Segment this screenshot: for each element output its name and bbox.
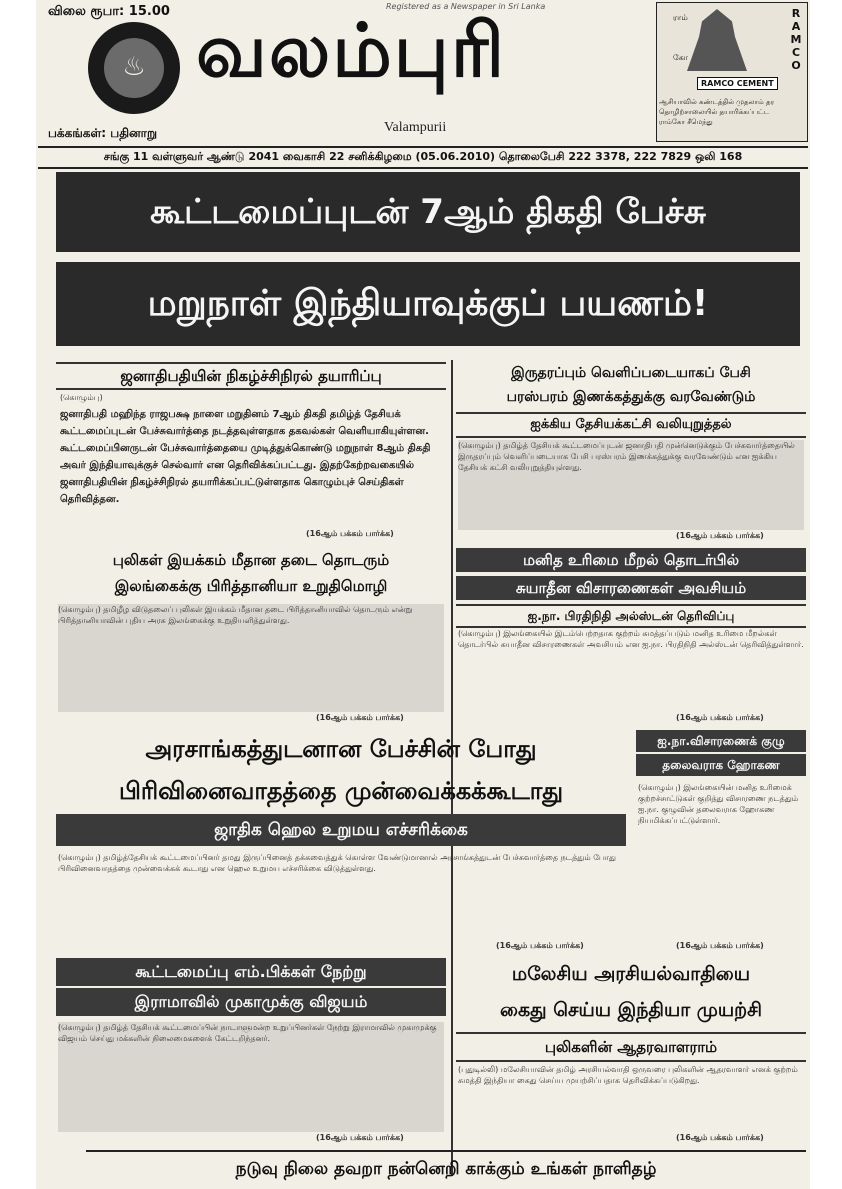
conch-seal-logo: [88, 22, 180, 114]
govt-headline-2: பிரிவினைவாதத்தை முன்வைக்கக்கூடாது: [118, 777, 564, 805]
advert-brand: RAMCO CEMENT: [697, 77, 778, 90]
malaysia-headline-1: மலேசிய அரசியல்வாதியை: [511, 963, 751, 985]
advert-left-top: ராம்: [673, 13, 688, 22]
unpanel-ref: (16ஆம் பக்கம் பார்க்க): [676, 941, 764, 950]
president-body: ஜனாதிபதி மஹிந்த ராஜபக்ஷ நாளை மறுதினம் 7ஆம் திகதி தமிழ்த் தேசியக் கூட்டமைப்புடன் பேச்சுவார்த்தை நடத்தவுள்ளதாக தகவல்கள் வெளியாகியுள்ளன. கூட்டமைப்பினருடன் பேச்சுவார்த்தையை முடித்துக்கொண்டு மறுநாள் 8ஆம் திகதி அவர் இந்தியாவுக்குச் செல்வார் என தெரிவிக்கப்பட்டது. இதற்கேற்றவகையில் ஜனாதிபதியின் நிகழ்ச்சிநிரல் தயாரிக்கப்பட்டுள்ளதாக கொழும்புச் செய்திகள் தெரிவித்தன.: [60, 409, 431, 505]
malaysia-ref: (16ஆம் பக்கம் பார்க்க): [676, 1133, 764, 1142]
unp-body: (கொழும்பு) தமிழ்த் தேசியக் கூட்டமைப்புடன் ஜனாதிபதி முன்னெடுக்கும் பேச்சுவார்த்தையில் இருதரப்பும் வெளிப்படையாக பேசி பரஸ்பரம் இணக்கத்துக்கு வரவேண்டும் என ஐக்கிய தேசியக் கட்சி வலியுறுத்தியுள்ளது.: [458, 440, 804, 530]
price-label: விலை ரூபா: 15.00: [48, 4, 170, 19]
banner-headline-1: கூட்டமைப்புடன் 7ஆம் திகதி பேச்சு: [56, 172, 800, 252]
tna-headline-2: இராமாவில் முகாமுக்கு விஜயம்: [56, 988, 446, 1016]
unp-headline-2: பரஸ்பரம் இணக்கத்துக்கு வரவேண்டும்: [506, 389, 756, 405]
president-dateline: (கொழும்பு): [60, 393, 103, 402]
unp-subhead: ஐக்கிய தேசியக்கட்சி வலியுறுத்தல்: [456, 412, 806, 438]
govt-subhead: ஜாதிக ஹெல உறுமய எச்சரிக்கை: [56, 814, 626, 846]
president-ref: (16ஆம் பக்கம் பார்க்க): [306, 529, 394, 538]
tigers-headline-1: புலிகள் இயக்கம் மீதான தடை தொடரும்: [112, 551, 390, 569]
tigers-body: (கொழும்பு) தமிழீழ விடுதலைப் புலிகள் இயக்கம் மீதான தடை பிரித்தானியாவில் தொடரும் என்று பிரித்தானியாவின் புதிய அரசு இலங்கைக்கு உறுதியளித்துள்ளது.: [58, 604, 444, 712]
tna-headline-1: கூட்டமைப்பு எம்.பிக்கள் நேற்று: [56, 958, 446, 986]
rights-subhead: ஐ.நா. பிரதிநிதி அல்ஸ்டன் தெரிவிப்பு: [456, 604, 806, 628]
unp-ref: (16ஆம் பக்கம் பார்க்க): [676, 531, 764, 540]
malaysia-body: (புதுடில்லி) மலேசியாவின் தமிழ் அரசியல்வாதி ஒருவரை புலிகளின் ஆதரவாளர் எனக் குற்றம் சுமத்தி இந்தியா கைது செய்ய முயற்சிப்பதாக தெரிவிக்கப்படுகிறது.: [458, 1065, 798, 1085]
tna-ref: (16ஆம் பக்கம் பார்க்க): [316, 1133, 404, 1142]
masthead-roman: Valampurii: [384, 120, 447, 135]
page-count: பக்கங்கள்: பதினாறு: [48, 126, 157, 140]
footer-slogan: நடுவு நிலை தவறா நன்னெறி காக்கும் உங்கள் நாளிதழ்: [86, 1150, 806, 1186]
advert-text: ஆசியாவில் கண்டத்தில் முதலாம் தர தொழிற்சாலையில் தயாரிக்கப்பட்ட ராம்கோ சீமெந்து: [659, 98, 775, 126]
banner-headline-2: மறுநாள் இந்தியாவுக்குப் பயணம்!: [56, 262, 800, 346]
rights-headline-1: மனித உரிமை மீறல் தொடர்பில்: [456, 548, 806, 572]
newspaper-page: [36, 0, 810, 1189]
malaysia-subhead: புலிகளின் ஆதரவாளராம்: [456, 1032, 806, 1062]
tigers-ref: (16ஆம் பக்கம் பார்க்க): [316, 713, 404, 722]
govt-ref: (16ஆம் பக்கம் பார்க்க): [496, 941, 584, 950]
dateline: சங்கு 11 வள்ளுவர் ஆண்டு 2041 வைகாசி 22 சனிக்கிழமை (05.06.2010) தொலைபேசி 222 3378, 222 7829 ஒலி 168: [38, 146, 808, 169]
president-headline: ஜனாதிபதியின் நிகழ்ச்சிநிரல் தயாரிப்பு: [56, 362, 446, 390]
govt-body: (கொழும்பு) தமிழ்த்தேசியக் கூட்டமைப்பினர் தமது இருப்பினைத் தக்கவைத்துக் கொள்ள வேண்டுமானால் அரசாங்கத்துடன் பேச்சுவார்த்தை நடத்தும் போது பிரிவினைவாதத்தை முன்வைக்கக் கூடாது என ஹெல உறுமய எச்சரிக்கை விடுத்துள்ளது.: [58, 853, 616, 873]
rights-body: (கொழும்பு) இலங்கையில் இடம்பெற்றதாக குற்றம் சுமத்தப்படும் மனித உரிமை மீறல்கள் தொடர்பில் சுயாதீன விசாரணைகள் அவசியம் என ஐ.நா. பிரதிநிதி அல்ஸ்டன் தெரிவித்துள்ளார்.: [458, 629, 804, 649]
registration-note: Registered as a Newspaper in Sri Lanka: [386, 2, 546, 11]
tna-body: (கொழும்பு) தமிழ்த் தேசியக் கூட்டமைப்பின் நாடாளுமன்ற உறுப்பினர்கள் நேற்று இராமாவில் முகாமுக்கு விஜயம் செய்து மக்களின் நிலைமைகளைக் கேட்டறிந்தனர்.: [58, 1022, 444, 1132]
rights-headline-2: சுயாதீன விசாரணைகள் அவசியம்: [456, 576, 806, 600]
unp-headline-1: இருதரப்பும் வெளிப்படையாகப் பேசி: [511, 365, 751, 381]
unpanel-headline-2: தலைவராக ஹோகண: [636, 754, 806, 776]
advert-left-mid: கோ: [673, 53, 688, 62]
unpanel-body: (கொழும்பு) இலங்கையின் மனித உரிமைக் குற்றச்சாட்டுகள் குறித்து விசாரணை நடத்தும் ஐ.நா. குழுவின் தலைவராக ஹோகண நியமிக்கப்பட்டுள்ளார்.: [638, 783, 799, 825]
ramco-vertical-text: R A M C O: [790, 7, 802, 72]
masthead-title: வலம்புரி: [196, 8, 507, 94]
rights-ref: (16ஆம் பக்கம் பார்க்க): [676, 713, 764, 722]
temple-tower-icon: [687, 9, 747, 71]
conch-icon: ♨: [104, 38, 164, 98]
ramco-cement-advert: [656, 2, 808, 142]
tigers-headline-2: இலங்கைக்கு பிரித்தானியா உறுதிமொழி: [114, 577, 388, 595]
malaysia-headline-2: கைது செய்ய இந்தியா முயற்சி: [499, 999, 762, 1021]
unpanel-headline-1: ஐ.நா.விசாரணைக் குழு: [636, 730, 806, 752]
govt-headline-1: அரசாங்கத்துடனான பேச்சின் போது: [145, 735, 537, 763]
